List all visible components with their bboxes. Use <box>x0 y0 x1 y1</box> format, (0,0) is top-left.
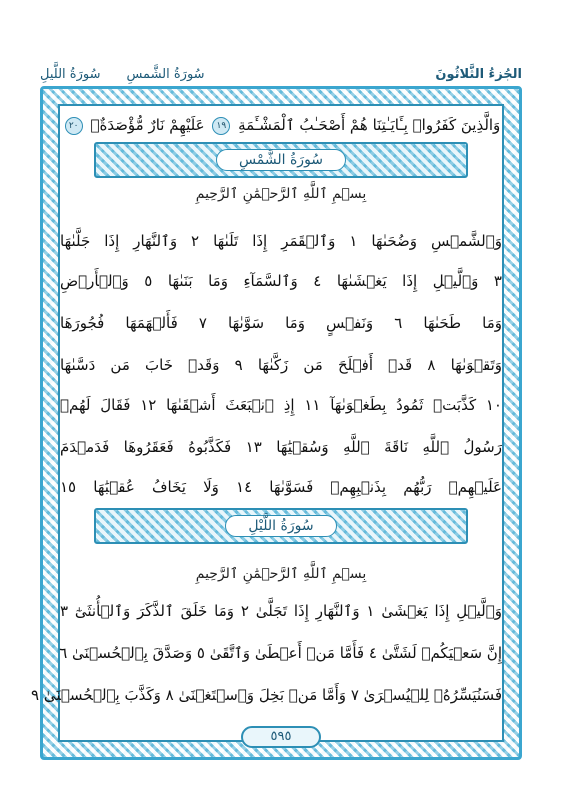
verse-line: إِنَّ سَعۡيَكُمۡ لَشَتَّىٰ ٤ فَأَمَّا مَنۡ أَعۡطَىٰ وَٱتَّقَىٰ ٥ وَصَدَّقَ بِٱلۡحُسۡنَىٰ ٦ <box>59 644 502 662</box>
verse-line: رَسُولُ ٱللَّهِ نَاقَةَ ٱللَّهِ وَسُقۡيَٰهَا ١٣ فَكَذَّبُوهُ فَعَقَرُوهَا فَدَمۡدَمَ <box>60 438 502 456</box>
verse-line: ١٠ كَذَّبَتۡ ثَمُودُ بِطَغۡوَىٰهَآ ١١ إِذِ ٱنۢبَعَثَ أَشۡقَىٰهَا ١٢ فَقَالَ لَهُمۡ <box>60 396 502 414</box>
surah-names <box>40 67 205 82</box>
surah-banner-al-layl <box>94 508 468 544</box>
ayah-marker: ٢٠ <box>65 117 83 135</box>
basmala: بِسۡمِ ٱللَّهِ ٱلرَّحۡمَٰنِ ٱلرَّحِيمِ <box>195 186 367 202</box>
verse-text: وَالَّذِينَ كَفَرُوا۟ بِـَٔايَـٰتِنَا هُمْ أَصْحَـٰبُ ٱلْمَشْـَٔمَةِ <box>238 116 501 134</box>
verse-line: فَسَنُيَسِّرُهُۥ لِلۡيُسۡرَىٰ ٧ وَأَمَّا مَنۢ بَخِلَ وَٱسۡتَغۡنَىٰ ٨ وَكَذَّبَ بِٱلۡحُسۡنَىٰ ٩ <box>31 686 502 704</box>
verse-line: عَلَيۡهِمۡ رَبُّهُم بِذَنۢبِهِمۡ فَسَوَّىٰهَا ١٤ وَلَا يَخَافُ عُقۡبَٰهَا ١٥ <box>60 478 502 496</box>
surah-title: سُورَةُ اللَّيْلِ <box>225 515 336 537</box>
verse-text: عَلَيْهِمْ نَارٌ مُّؤْصَدَةٌۢ <box>90 116 205 134</box>
surah-title: سُورَةُ الشَّمْسِ <box>216 149 346 171</box>
surah-name-al-layl: سُورَةُ اللَّيلِ <box>40 66 101 82</box>
surah-banner-ash-shams <box>94 142 468 178</box>
page-number: ٥٩٥ <box>241 726 321 748</box>
verse-line: ٣ وَٱلَّيۡلِ إِذَا يَغۡشَىٰهَا ٤ وَٱلسَّمَآءِ وَمَا بَنَىٰهَا ٥ وَٱلۡأَرۡضِ <box>60 272 502 290</box>
juz-title: الجُزءُ الثَّلاثُونَ <box>435 66 522 82</box>
verse-line: وَٱلشَّمۡسِ وَضُحَىٰهَا ١ وَٱلۡقَمَرِ إِذَا تَلَىٰهَا ٢ وَٱلنَّهَارِ إِذَا جَلَّىٰهَا <box>60 232 502 250</box>
surah-name-ash-shams: سُورَةُ الشَّمسِ <box>126 66 205 82</box>
basmala: بِسۡمِ ٱللَّهِ ٱلرَّحۡمَٰنِ ٱلرَّحِيمِ <box>195 566 367 582</box>
verse-line: وَمَا طَحَىٰهَا ٦ وَنَفۡسٍ وَمَا سَوَّىٰهَا ٧ فَأَلۡهَمَهَا فُجُورَهَا <box>60 314 502 332</box>
verse-line: وَتَقۡوَىٰهَا ٨ قَدۡ أَفۡلَحَ مَن زَكَّىٰهَا ٩ وَقَدۡ خَابَ مَن دَسَّىٰهَا <box>60 356 502 374</box>
page-header <box>40 60 522 88</box>
verse-line-top <box>60 112 502 138</box>
ayah-marker: ١٩ <box>212 117 230 135</box>
verse-line: وَٱلَّيۡلِ إِذَا يَغۡشَىٰ ١ وَٱلنَّهَارِ إِذَا تَجَلَّىٰ ٢ وَمَا خَلَقَ ٱلذَّكَرَ وَٱلۡأُنثَىٰٓ ٣ <box>60 602 502 620</box>
